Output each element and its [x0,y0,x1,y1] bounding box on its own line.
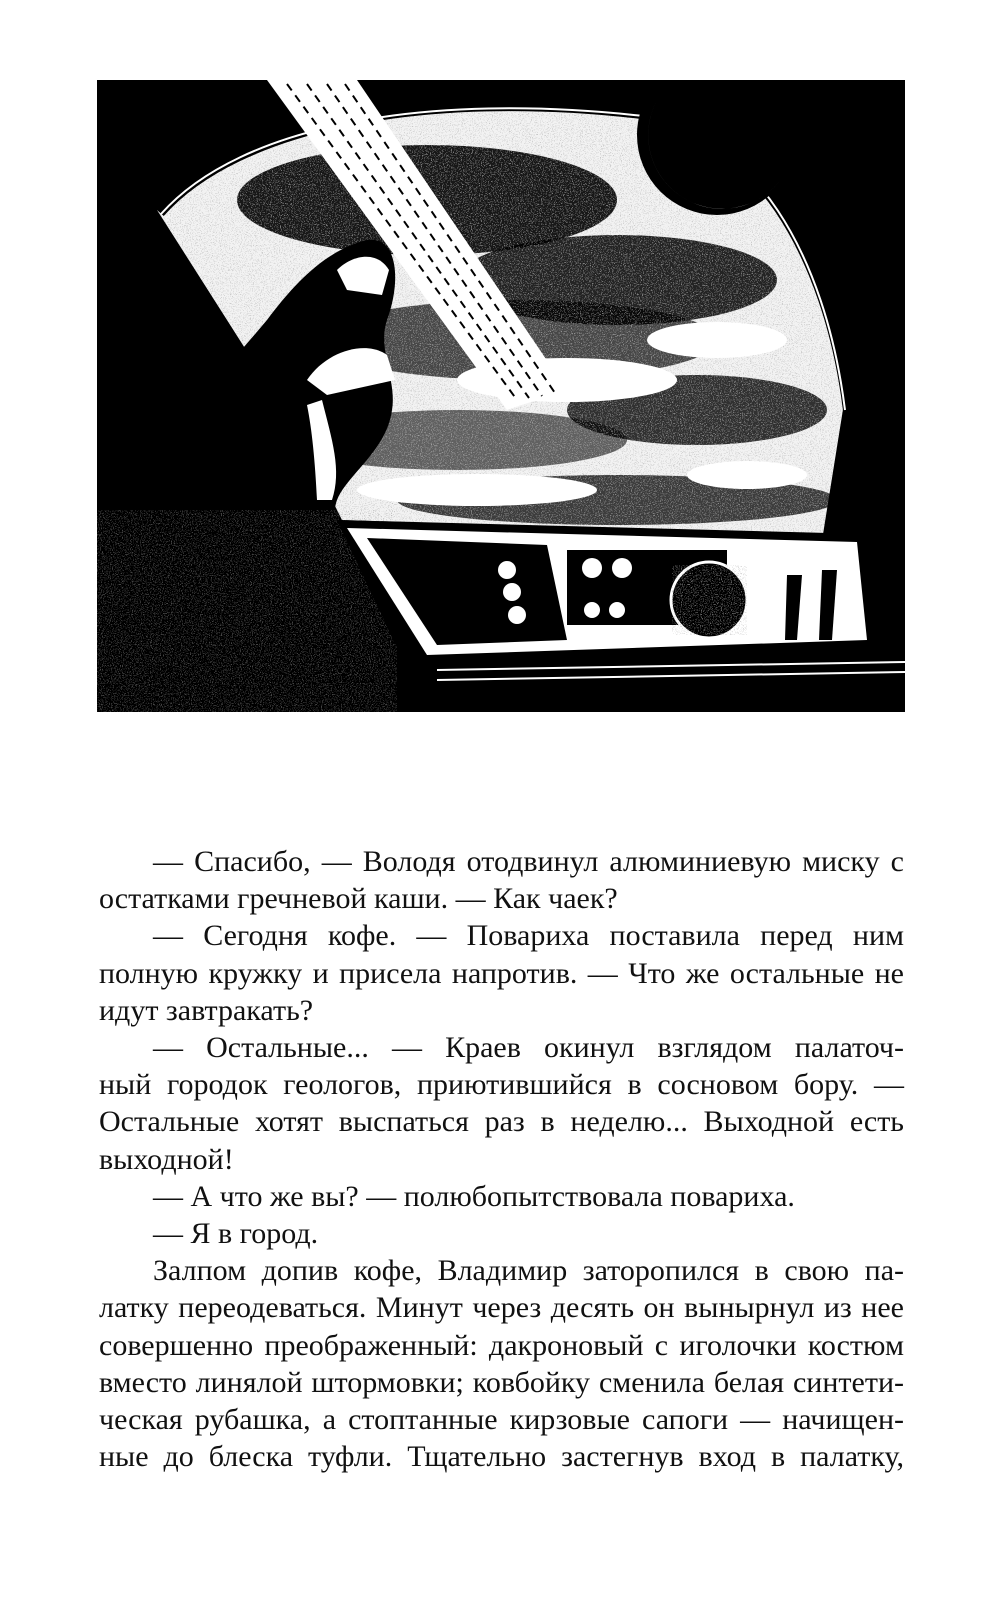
text-line: — Остальные... — Краев окинул взглядом палаточ- [153,1031,904,1065]
body-text [99,843,904,1475]
text-line: — Сегодня кофе. — Повариха поставила перед ним [153,919,904,953]
text-line: ные до блеска туфли. Тщательно застегнув вход в палатку, [99,1440,904,1474]
text-line: выходной! [99,1142,234,1176]
text-line: — А что же вы? — полюбопытствовала повариха. [153,1179,795,1213]
text-line: Остальные хотят выспаться раз в неделю... Выходной есть [99,1105,904,1139]
text-line: — Спасибо, — Володя отодвинул алюминиевую миску с [153,845,904,878]
control-panel [337,520,905,712]
text-line: латку переодеваться. Минут через десять он вынырнул из нее [99,1291,904,1325]
text-line: идут завтракать? [99,993,314,1027]
text-line: — Я в город. [153,1217,319,1251]
text-line: ческая рубашка, а стоптанные кирзовые сапоги — начищен- [99,1403,904,1437]
text-line: остатками гречневой каши. — Как чаек? [99,882,618,916]
text-line: ный городок геологов, приютившийся в сосновом бору. — [99,1068,904,1102]
illustration [97,80,905,712]
text-line: совершенно преображенный: дакроновый с иголочки костюм [99,1328,904,1362]
text-line: полную кружку и присела напротив. — Что же остальные не [99,956,904,990]
text-line: Залпом допив кофе, Владимир заторопился в свою па- [153,1254,904,1288]
illustration-drawing [97,80,905,712]
text-line: вместо линялой штормовки; ковбойку сменила белая синтети- [99,1365,904,1399]
